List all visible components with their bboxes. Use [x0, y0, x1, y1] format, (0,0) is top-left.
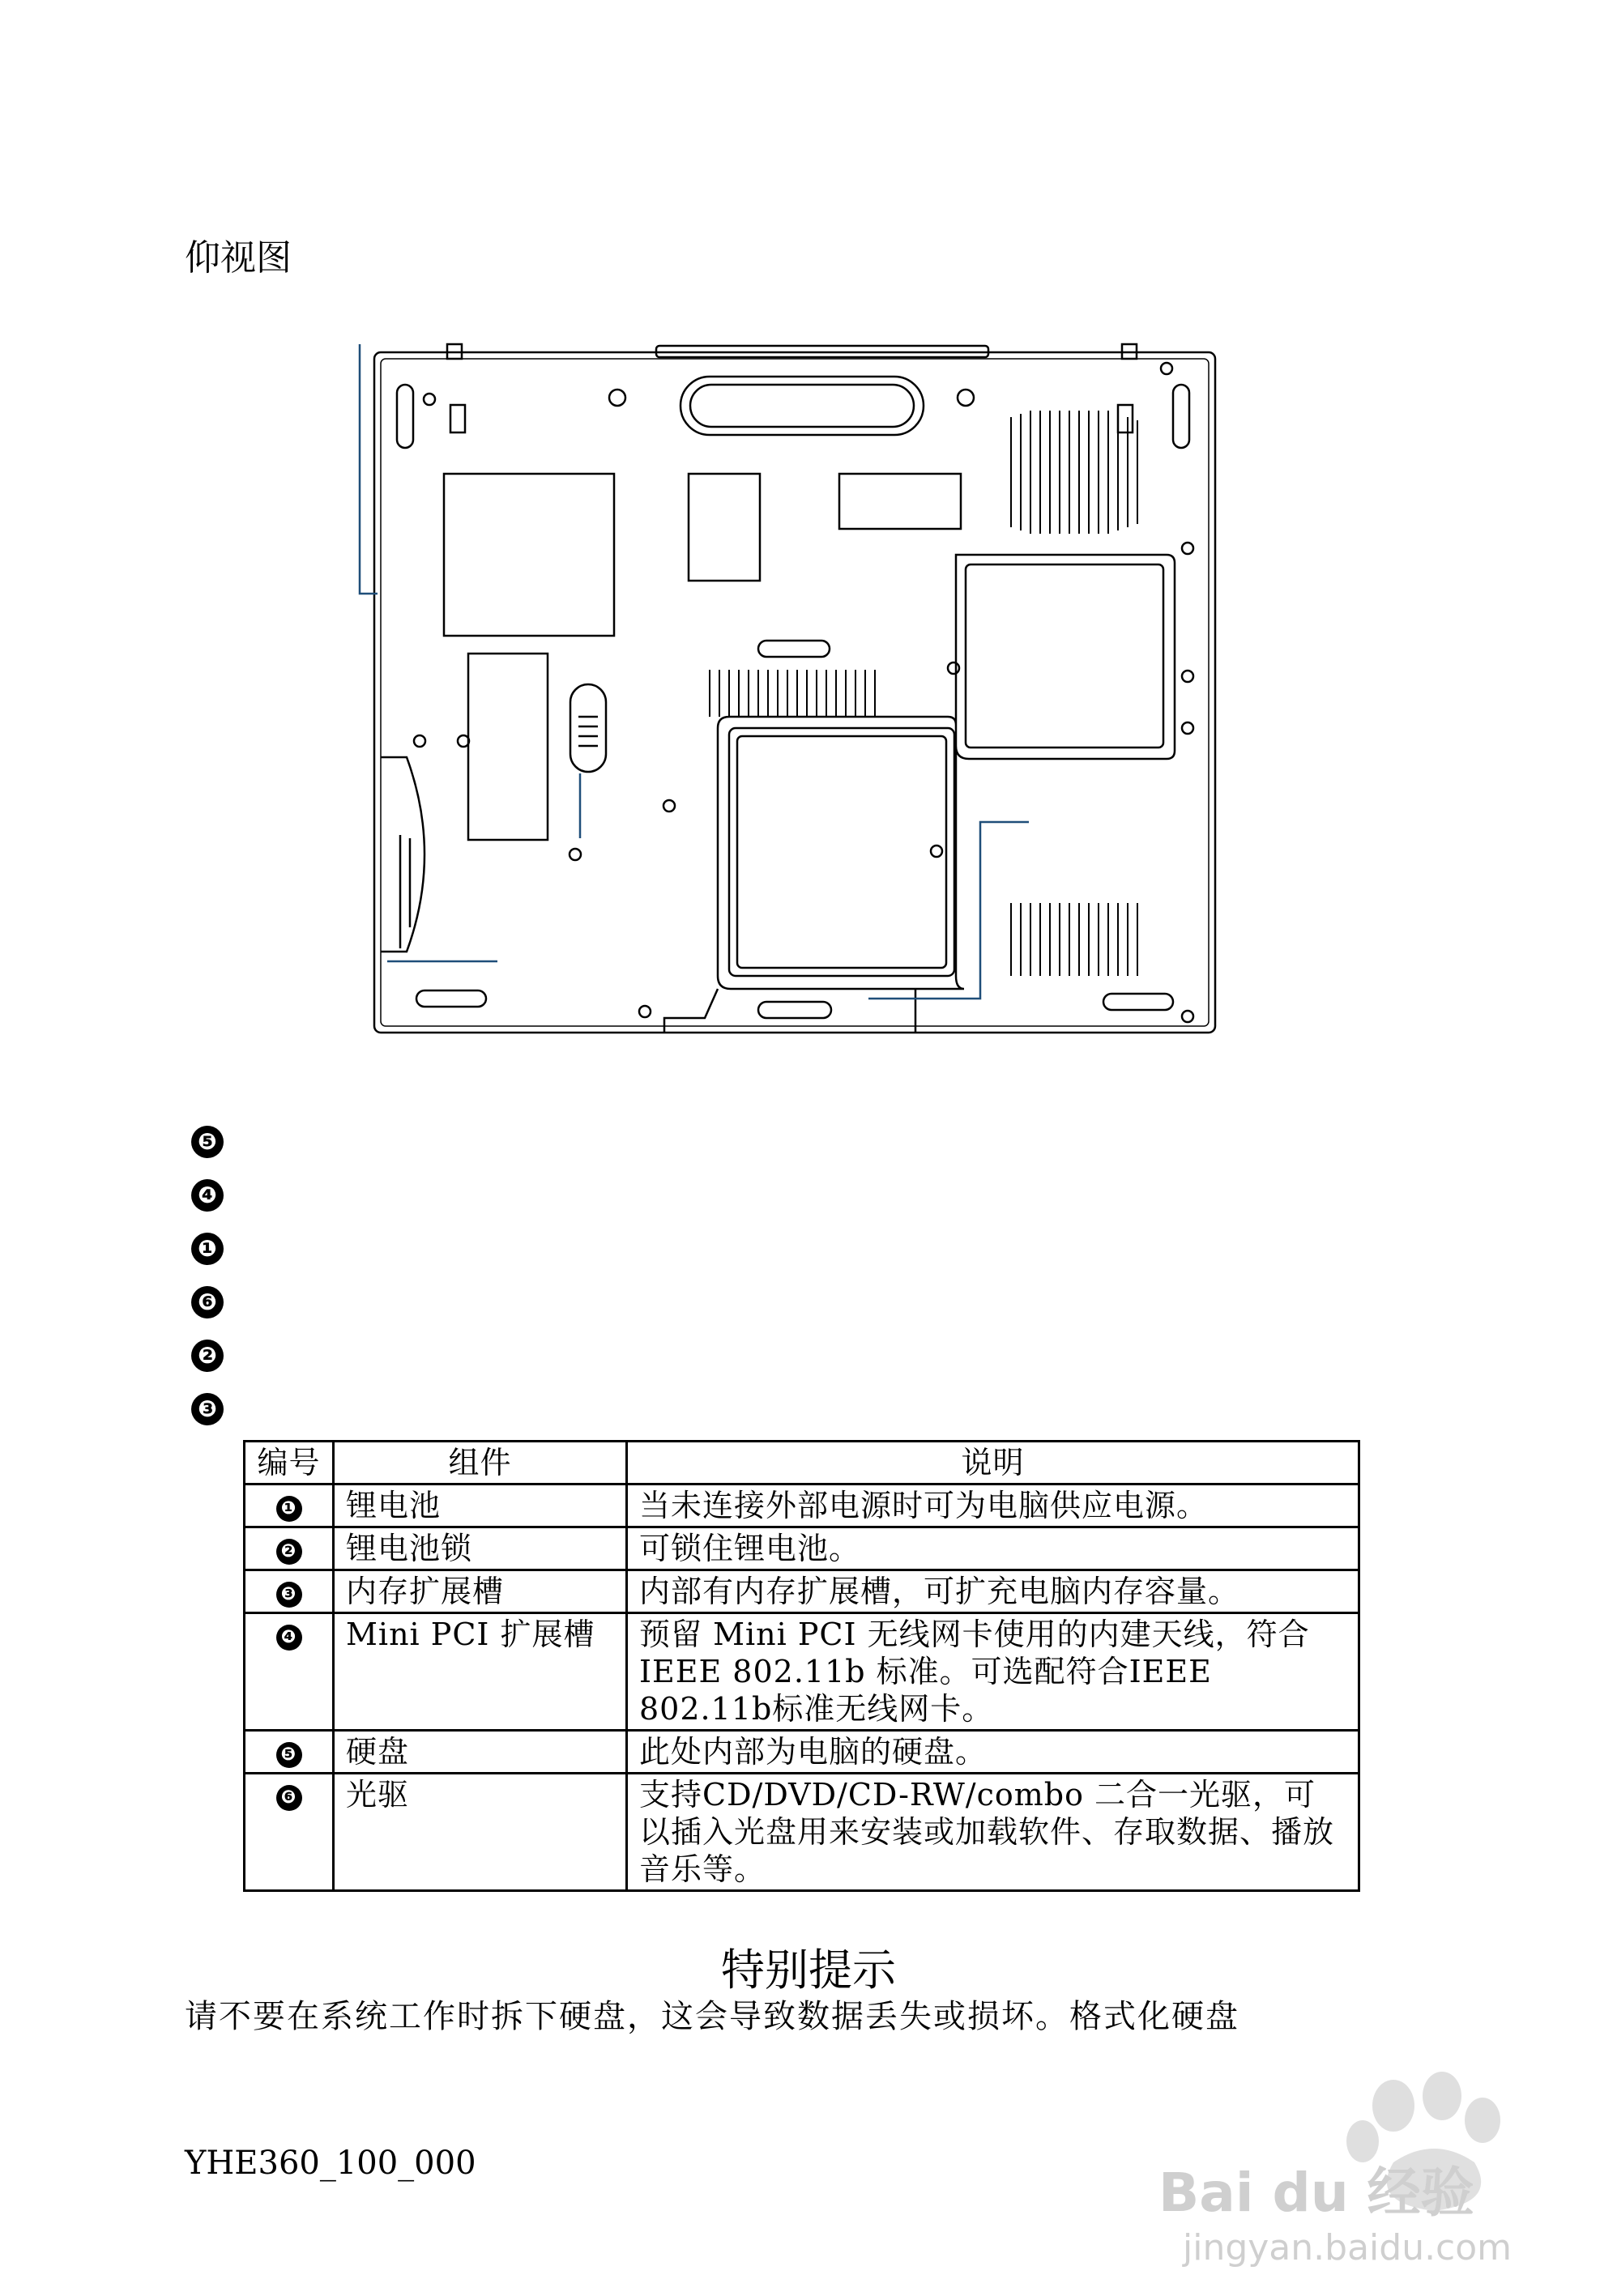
row-number: ❷ [245, 1527, 334, 1570]
row-number: ❶ [245, 1485, 334, 1527]
marker-2: ❷ [191, 1340, 224, 1372]
row-component: 硬盘 [334, 1731, 627, 1774]
hard-disk-cover [729, 728, 954, 976]
row-component: 内存扩展槽 [334, 1570, 627, 1613]
row-component: 锂电池 [334, 1485, 627, 1527]
tip-title: 特别提示 [721, 1945, 896, 1996]
tip-text: 请不要在系统工作时拆下硬盘，这会导致数据丢失或损坏。格式化硬盘 [185, 1998, 1239, 2035]
marker-1: ❶ [191, 1233, 224, 1265]
header-description: 说明 [627, 1442, 1359, 1485]
component-table [243, 1440, 1360, 1892]
component-block [444, 474, 614, 636]
row-number: ❻ [245, 1774, 334, 1891]
baidu-jingyan-watermark [1150, 2057, 1572, 2268]
component-block [468, 654, 548, 840]
marker-5: ❺ [191, 1126, 224, 1158]
table-row [245, 1485, 1359, 1527]
row-description: 支持CD/DVD/CD-RW/combo 二合一光驱，可以插入光盘用来安装或加载软件、存取数据、播放音乐等。 [627, 1774, 1359, 1891]
row-component: 锂电池锁 [334, 1527, 627, 1570]
header-component: 组件 [334, 1442, 627, 1485]
component-block [839, 474, 961, 529]
row-description: 此处内部为电脑的硬盘。 [627, 1731, 1359, 1774]
table-row [245, 1527, 1359, 1570]
watermark-url: jingyan.baidu.com [1183, 2227, 1512, 2268]
watermark-brand: Bai du 经验 [1158, 2162, 1474, 2224]
callout-line [868, 822, 1029, 999]
row-description: 预留 Mini PCI 无线网卡使用的内建天线，符合 IEEE 802.11b 标准。可选配符合IEEE 802.11b标准无线网卡。 [627, 1613, 1359, 1731]
table-row [245, 1731, 1359, 1774]
row-component: Mini PCI 扩展槽 [334, 1613, 627, 1731]
optical-drive [381, 757, 425, 952]
page-heading: 仰视图 [185, 237, 292, 279]
battery-lock [570, 684, 606, 772]
table-row [245, 1613, 1359, 1731]
row-component: 光驱 [334, 1774, 627, 1891]
row-number: ❺ [245, 1731, 334, 1774]
row-description: 内部有内存扩展槽，可扩充电脑内存容量。 [627, 1570, 1359, 1613]
row-number: ❸ [245, 1570, 334, 1613]
marker-3: ❸ [191, 1393, 224, 1425]
table-row [245, 1774, 1359, 1891]
header-number: 编号 [245, 1442, 334, 1485]
marker-4: ❹ [191, 1179, 224, 1212]
row-description: 当未连接外部电源时可为电脑供应电源。 [627, 1485, 1359, 1527]
row-description: 可锁住锂电池。 [627, 1527, 1359, 1570]
table-header-row [245, 1442, 1359, 1485]
row-number: ❹ [245, 1613, 334, 1731]
component-block [689, 474, 760, 581]
table-row [245, 1570, 1359, 1613]
marker-6: ❻ [191, 1286, 224, 1318]
laptop-bottom-view-diagram [356, 336, 1231, 1049]
document-code: YHE360_100_000 [185, 2145, 476, 2182]
